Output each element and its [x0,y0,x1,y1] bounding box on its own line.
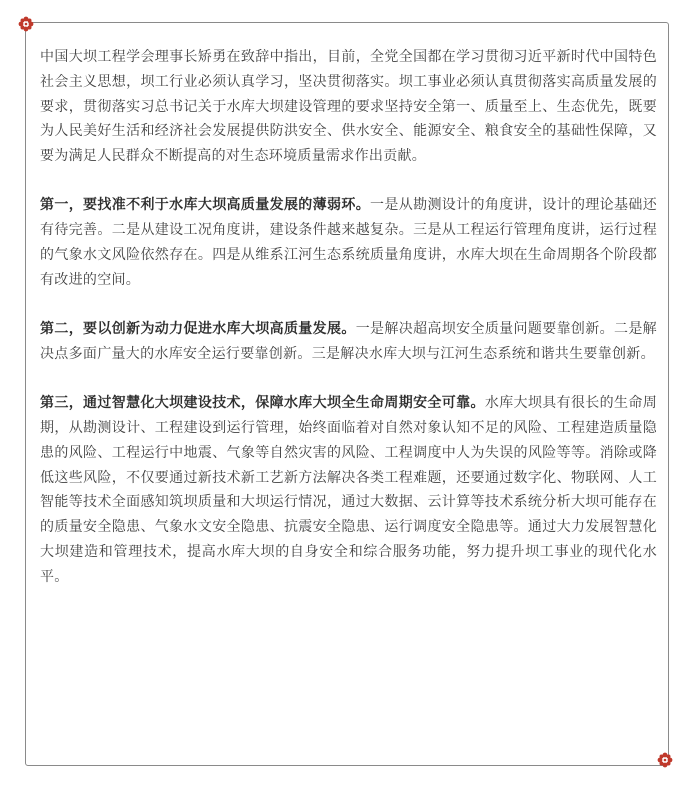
paragraph-intro [40,45,657,169]
paragraph-lead: 第二，要以创新为动力促进水库大坝高质量发展。 [40,321,356,338]
paragraph-lead: 第一，要找准不利于水库大坝高质量发展的薄弱环。 [40,197,371,214]
article-body [40,45,657,590]
paragraph-text: 一是从勘测设计的角度讲，设计的理论基础还有待完善。二是从建设工况角度讲，建设条件越来越复杂。三是从工程运行管理角度讲，运行过程的气象水文风险依然存在。四是从维系江河生态系统质量角度讲，水库大坝在生命周期各个阶段都有改进的空间。 [40,197,657,288]
flower-icon [18,16,34,32]
flower-icon [657,752,673,768]
paragraph-second-point [40,317,657,367]
paragraph-third-point [40,391,657,589]
paragraph-lead: 第三，通过智慧化大坝建设技术，保障水库大坝全生命周期安全可靠。 [40,395,485,412]
paragraph-first-point [40,193,657,292]
paragraph-text: 中国大坝工程学会理事长矫勇在致辞中指出，目前，全党全国都在学习贯彻习近平新时代中国特色社会主义思想，坝工行业必须认真学习，坚决贯彻落实。坝工事业必须认真贯彻落实高质量发展的要求，贯彻落实习总书记关于水库大坝建设管理的要求坚持安全第一、质量至上、生态优先，既要为人民美好生活和经济社会发展提供防洪安全、供水安全、能源安全、粮食安全的基础性保障，又要为满足人民群众不断提高的对生态环境质量需求作出贡献。 [40,49,657,165]
paragraph-text: 水库大坝具有很长的生命周期，从勘测设计、工程建设到运行管理，始终面临着对自然对象认知不足的风险、工程建造质量隐患的风险、工程运行中地震、气象等自然灾害的风险、工程调度中人为失误的风险等等。消除或降低这些风险，不仅要通过新技术新工艺新方法解决各类工程难题，还要通过数字化、物联网、人工智能等技术全面感知筑坝质量和大坝运行情况，通过大数据、云计算等技术系统分析大坝可能存在的质量安全隐患、气象水文安全隐患、抗震安全隐患、运行调度安全隐患等。通过大力发展智慧化大坝建造和管理技术，提高水库大坝的自身安全和综合服务功能，努力提升坝工事业的现代化水平。 [40,395,657,585]
paragraph-text: 一是解决超高坝安全质量问题要靠创新。二是解决点多面广量大的水库安全运行要靠创新。三是解决水库大坝与江河生态系统和谐共生要靠创新。 [40,321,657,362]
